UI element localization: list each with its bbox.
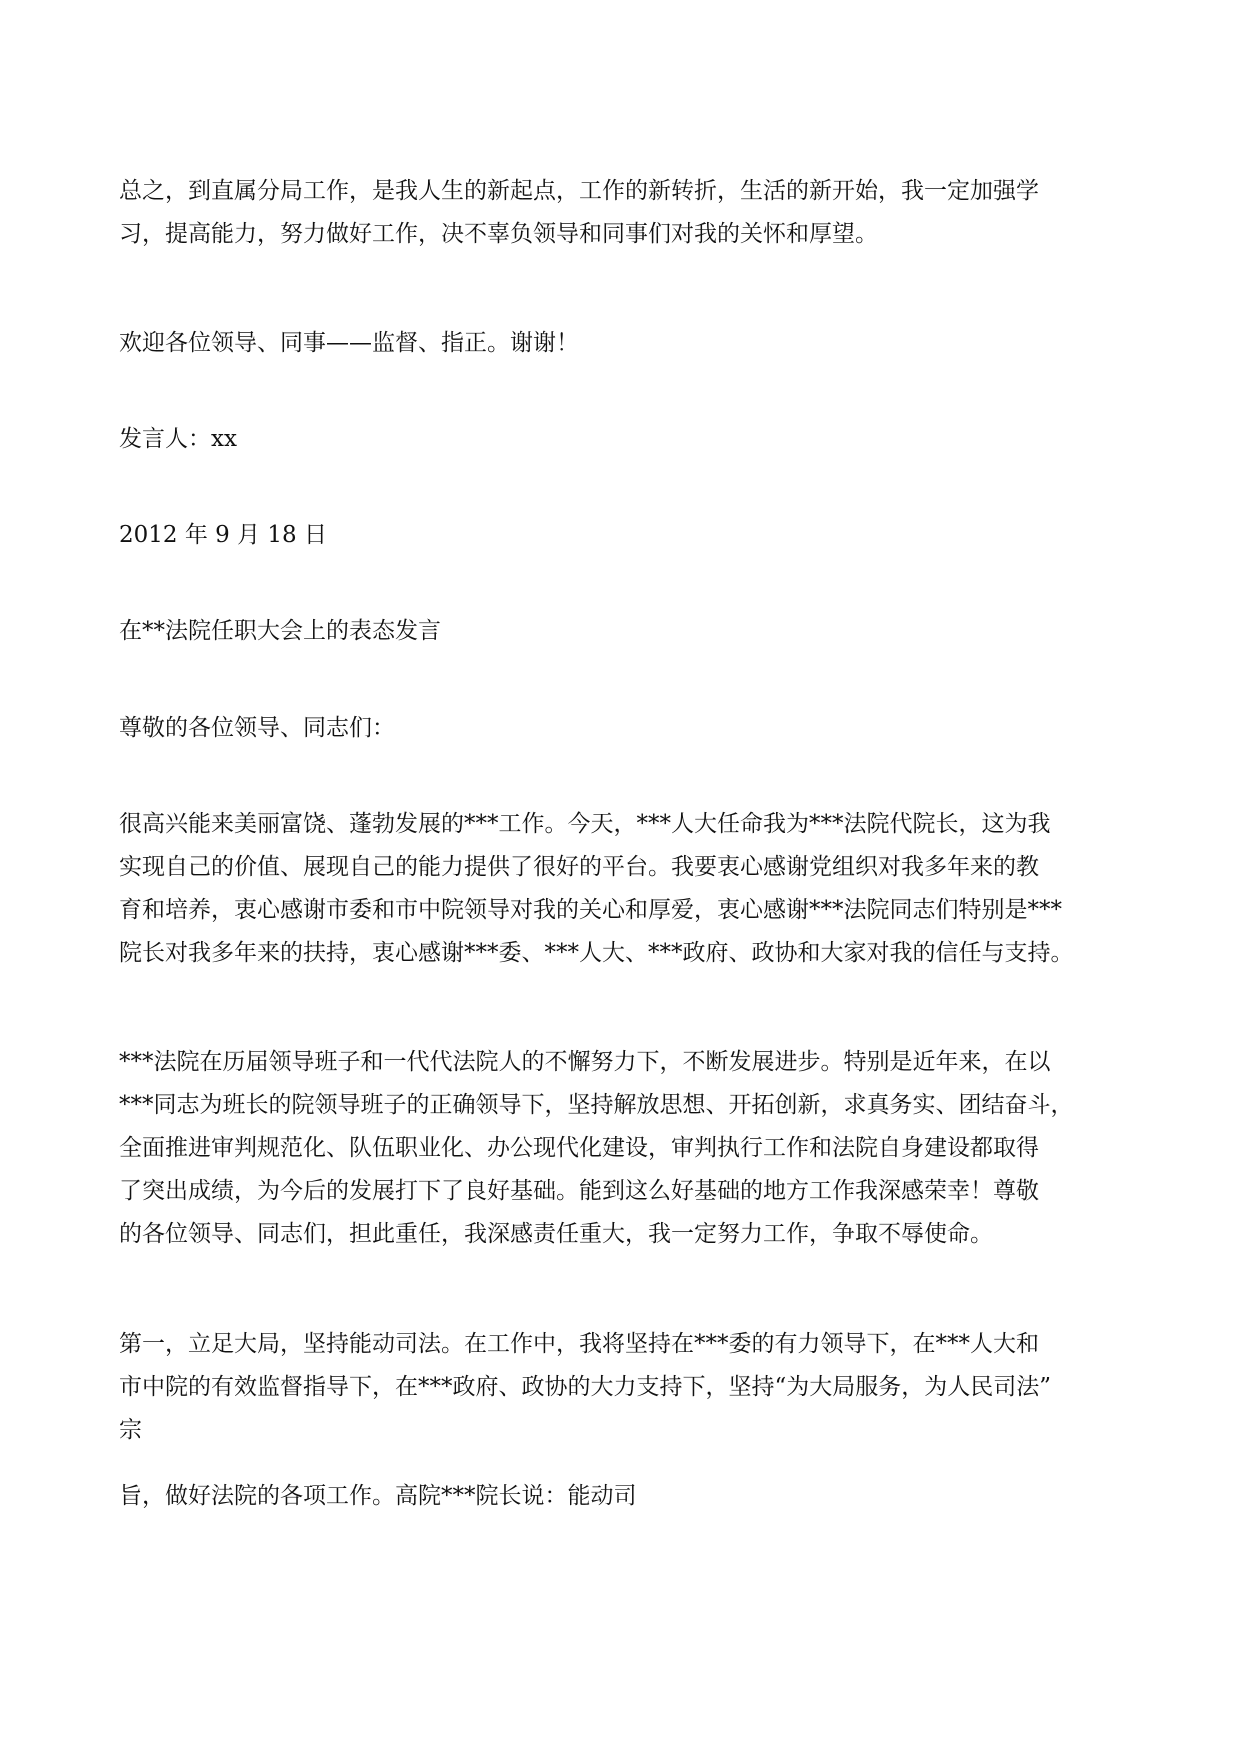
paragraph-first-point: 第一，立足大局，坚持能动司法。在工作中，我将坚持在***委的有力领导下，在***人大和 市中院的有效监督指导下，在***政府、政协的大力支持下，坚持“为大局服务，为人民司法” 宗	[119, 1331, 1052, 1443]
paragraph-closing-remarks: 总之，到直属分局工作，是我人生的新起点，工作的新转折，生活的新开始，我一定加强学 习，提高能力，努力做好工作，决不辜负领导和同事们对我的关怀和厚望。	[119, 178, 1039, 247]
paragraph-gratitude: 很高兴能来美丽富饶、蓬勃发展的***工作。今天，***人大任命我为***法院代院长，这为我 实现自己的价值、展现自己的能力提供了很好的平台。我要衷心感谢党组织对我多年来的教 育和培养，衷心感谢市委和市中院领导对我的关心和厚爱，衷心感谢***法院同志们特别是*** 院长对我多年来的扶持，衷心感谢***委、***人大、***政府、政协和大家对我的信任与支持。	[119, 811, 1074, 966]
paragraph-welcome-thanks: 欢迎各位领导、同事——监督、指正。谢谢！	[119, 330, 579, 356]
paragraph-court-progress: ***法院在历届领导班子和一代代法院人的不懈努力下，不断发展进步。特别是近年来，在以 ***同志为班长的院领导班子的正确领导下，坚持解放思想、开拓创新，求真务实、团结奋斗， 全面推进审判规范化、队伍职业化、办公现代化建设，审判执行工作和法院自身建设都取得 了突出成绩，为今后的发展打下了良好基础。能到这么好基础的地方工作我深感荣幸！尊敬 的各位领导、同志们，担此重任，我深感责任重大，我一定努力工作，争取不辱使命。	[119, 1049, 1074, 1247]
date-line: 2012 年 9 月 18 日	[119, 522, 327, 548]
salutation: 尊敬的各位领导、同志们：	[119, 715, 395, 741]
speech-title: 在**法院任职大会上的表态发言	[119, 618, 441, 644]
speaker-line: 发言人：xx	[119, 426, 237, 452]
paragraph-continuation: 旨，做好法院的各项工作。高院***院长说：能动司	[119, 1483, 637, 1509]
